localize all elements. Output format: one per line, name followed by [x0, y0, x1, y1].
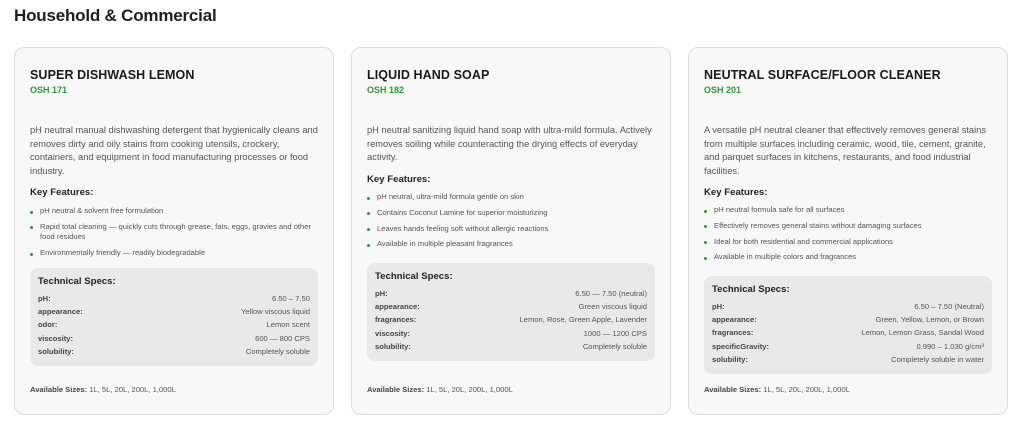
spec-row: appearance: Green viscous liquid	[375, 302, 647, 312]
spec-row: pH: 6.50 – 7.50	[38, 294, 310, 303]
spec-row: pH: 6.50 – 7.50 (Neutral)	[712, 302, 984, 311]
product-code: OSH 171	[30, 85, 68, 95]
available-sizes: Available Sizes: 1L, 5L, 20L, 200L, 1,000L	[704, 385, 850, 394]
bullet-icon	[30, 226, 33, 229]
spec-row: solubility: Completely soluble	[38, 346, 310, 356]
spec-row: solubility: Completely soluble	[375, 341, 647, 351]
available-sizes: Available Sizes: 1L, 5L, 20L, 200L, 1,000L	[30, 385, 176, 394]
feature-item: Environmentally friendly — readily biodegradable	[30, 248, 322, 258]
key-features-heading: Key Features:	[367, 174, 431, 185]
feature-list	[704, 205, 996, 268]
bullet-icon	[30, 211, 33, 214]
key-features-heading: Key Features:	[704, 187, 768, 198]
technical-specs-box	[367, 263, 655, 361]
feature-list	[367, 192, 659, 255]
feature-item: Ideal for both residential and commercial applications	[704, 237, 996, 247]
feature-item: pH neutral, ultra-mild formula gentle on skin	[367, 192, 659, 202]
spec-row: solubility: Completely soluble in water	[712, 354, 984, 364]
product-card	[688, 47, 1008, 415]
specs-heading: Technical Specs:	[38, 276, 116, 287]
spec-row: fragrances: Lemon, Lemon Grass, Sandal Wood	[712, 328, 984, 338]
technical-specs-box	[704, 276, 992, 374]
spec-row: viscosity: 1000 — 1200 CPS	[375, 328, 647, 338]
spec-row: appearance: Green, Yellow, Lemon, or Brown	[712, 315, 984, 325]
product-code: OSH 182	[367, 85, 405, 95]
bullet-icon	[367, 197, 370, 200]
spec-row: fragrances: Lemon, Rose, Green Apple, Lavender	[375, 315, 647, 325]
specs-heading: Technical Specs:	[712, 284, 790, 295]
bullet-icon	[704, 210, 707, 213]
product-description: pH neutral sanitizing liquid hand soap with ultra-mild formula. Actively removes soiling while counteracting the drying effects of everyday activity.	[367, 125, 652, 163]
product-title: NEUTRAL SURFACE/FLOOR CLEANER	[704, 68, 941, 82]
product-title: SUPER DISHWASH LEMON	[30, 68, 195, 82]
bullet-icon	[367, 228, 370, 231]
product-card	[14, 47, 334, 415]
feature-item: Leaves hands feeling soft without allergic reactions	[367, 224, 659, 234]
feature-item: Effectively removes general stains without damaging surfaces	[704, 221, 996, 231]
bullet-icon	[704, 241, 707, 244]
feature-item: Available in multiple pleasant fragrances	[367, 239, 659, 249]
product-code: OSH 201	[704, 85, 742, 95]
spec-row: pH: 6.50 — 7.50 (neutral)	[375, 289, 647, 298]
bullet-icon	[367, 244, 370, 247]
bullet-icon	[704, 257, 707, 260]
spec-row: viscosity: 600 — 800 CPS	[38, 333, 310, 343]
available-sizes: Available Sizes: 1L, 5L, 20L, 200L, 1,000L	[367, 385, 513, 394]
section-title: Household & Commercial	[14, 6, 217, 25]
feature-list	[30, 206, 322, 264]
spec-row: appearance: Yellow viscous liquid	[38, 307, 310, 317]
feature-item: pH neutral & solvent free formulation	[30, 206, 322, 216]
feature-item: Available in multiple colors and fragrances	[704, 252, 996, 262]
feature-item: pH neutral formula safe for all surfaces	[704, 205, 996, 215]
bullet-icon	[30, 253, 33, 256]
specs-heading: Technical Specs:	[375, 271, 453, 282]
key-features-heading: Key Features:	[30, 187, 94, 198]
product-title: LIQUID HAND SOAP	[367, 68, 490, 82]
bullet-icon	[367, 212, 370, 215]
product-description: pH neutral manual dishwashing detergent that hygienically cleans and removes dirty and oily stains from cooking utensils, crockery, containers, and equipment in food manufacturing processes or food industry.	[30, 125, 318, 176]
product-card	[351, 47, 671, 415]
product-description: A versatile pH neutral cleaner that effectively removes general stains from multiple surfaces including ceramic, wood, tile, cement, granite, and parquet surfaces in kitchens, restaurants, and food industrial facilities.	[704, 125, 986, 176]
feature-item: Contains Coconut Lamine for superior moisturizing	[367, 208, 659, 218]
spec-row: specificGravity: 0.990 – 1.030 g/cm³	[712, 341, 984, 351]
bullet-icon	[704, 225, 707, 228]
spec-row: odor: Lemon scent	[38, 320, 310, 330]
technical-specs-box	[30, 268, 318, 366]
feature-item: Rapid total cleaning — quickly cuts through grease, fats, eggs, gravies and other food residues	[30, 222, 322, 243]
